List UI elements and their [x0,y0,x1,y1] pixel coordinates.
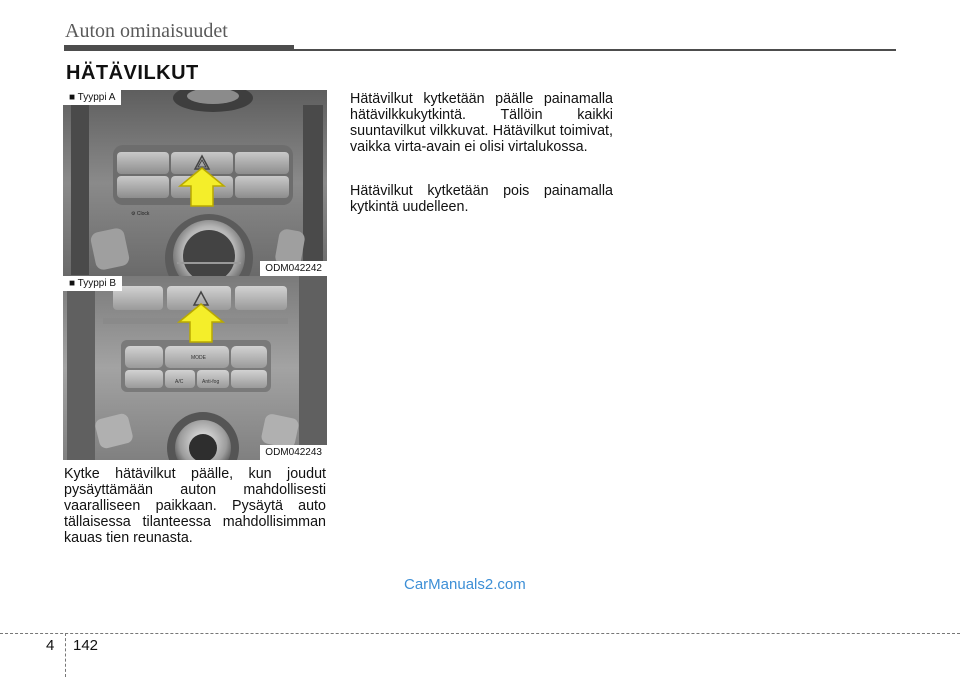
ac-label: A/C [175,379,184,385]
header-rule-thin [294,49,896,51]
anti-fog-label: Anti-fog [202,379,220,385]
page-number: 142 [73,637,99,654]
dashboard-photo-b [63,276,327,460]
section-title: HÄTÄVILKUT [66,62,199,84]
right-paragraph-2: Hätävilkut kytketään pois painamalla kytkintä uudelleen. [350,183,613,215]
mode-label: MODE [191,355,206,361]
image-code-b: ODM042243 [260,445,327,460]
svg-text:⚙ Clock: ⚙ Clock [131,211,150,217]
figure-type-a [63,90,327,276]
dashboard-photo-a [63,90,327,276]
header-rule-thick [64,45,294,51]
footer-divider [65,633,66,677]
footer-rule [0,633,960,634]
type-label-a: ■ Tyyppi A [63,90,121,105]
left-column-text: Kytke hätävilkut päälle, kun joudut pysäyttämään auton mahdollisesti vaaralliseen paikkaan. Pysäytä auto tällaisessa tilanteessa mahdollisimman kauas tien reunasta. [64,466,326,546]
type-label-b: ■ Tyyppi B [63,276,122,291]
figure-type-b [63,276,327,460]
right-paragraph-1: Hätävilkut kytketään päälle painamalla hätävilkkukytkintä. Tällöin kaikki suuntavilkut vilkkuvat. Hätävilkut toimivat, vaikka virta-avain ei olisi virtalukossa. [350,91,613,155]
header-title: Auton ominaisuudet [65,20,228,42]
chapter-number: 4 [46,637,55,654]
watermark-link[interactable]: CarManuals2.com [404,576,526,593]
image-code-a: ODM042242 [260,261,327,276]
